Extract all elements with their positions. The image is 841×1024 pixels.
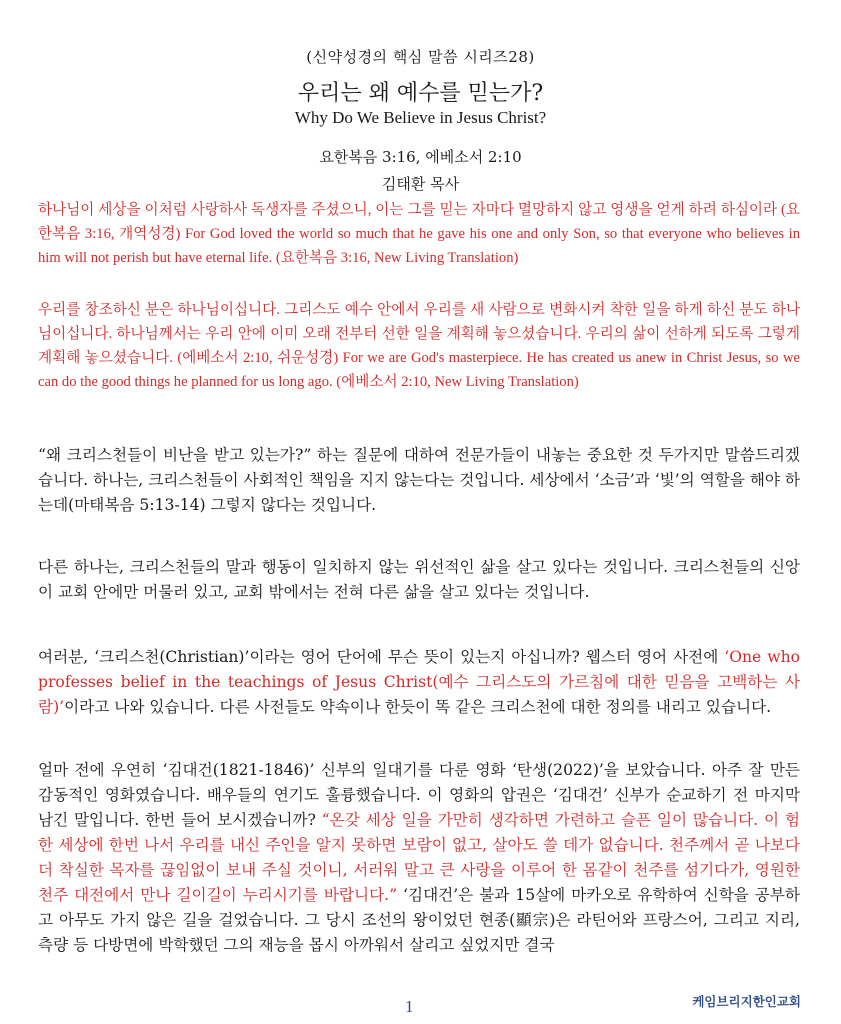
kim-daegeon-quote: “온갖 세상 일을 가만히 생각하면 가련하고 슬픈 일이 많습니다. 이 험한 세상에 한번 나서 우리를 내신 주인을 알지 못하면 보람이 없고, 살아도 쓸 데가 없습니다. 천주께서 곧 나보다 더 착실한 목자를 끊임없이 보내 주실 것이니, 서러워 말고 큰 사랑을 이루어 한 몸같이 천주를 섬기다가, 영원한 천주 대전에서 만나 길이길이 누리시기를 바랍니다.” [38, 811, 800, 904]
paragraph-4-text-a: 얼마 전에 우연히 ‘김대건(1821-1846)’ 신부의 일대기를 다룬 영화 ‘탄생(2022)’을 보았습니다. 아주 잘 만든 감동적인 영화였습니다. 배우들의 연기도 훌륭했습니다. 이 영화의 압권은 ‘김대건’ 신부가 순교하기 전 마지막 남긴 말입니다. 한번 들어 보시겠습니까? [38, 761, 800, 829]
body-paragraph-2: 다른 하나는, 크리스천들의 말과 행동이 일치하지 않는 위선적인 삶을 살고 있다는 것입니다. 크리스천들의 신앙이 교회 안에만 머물러 있고, 교회 밖에서는 전혀 다른 삶을 살고 있다는 것입니다. [38, 558, 800, 601]
sermon-title-korean: 우리는 왜 예수를 믿는가? [297, 81, 544, 106]
body-paragraph-3 [38, 645, 800, 720]
paragraph-3-text-a: 여러분, ‘크리스천(Christian)’이라는 영어 단어에 무슨 뜻이 있는지 아십니까? 웹스터 영어 사전에 [38, 648, 725, 666]
series-label: (신약성경의 핵심 말씀 시리즈28) [306, 48, 535, 66]
scripture-reference: 요한복음 3:16, 에베소서 2:10 [319, 148, 522, 166]
body-paragraph-4 [38, 758, 800, 958]
paragraph-3-text-b: 이라고 나와 있습니다. 다른 사전들도 약속이나 한듯이 똑 같은 크리스천에 대한 정의를 내리고 있습니다. [64, 698, 772, 716]
page-number: 1 [405, 997, 414, 1016]
pastor-name: 김태환 목사 [381, 175, 460, 193]
church-name: 케임브리지한인교회 [692, 994, 801, 1009]
webster-definition: ‘One who professes belief in the teachings of Jesus Christ(예수 그리스도의 가르침에 대한 믿음을 고백하는 사람)’ [38, 648, 800, 716]
verse-john-3-16: 하나님이 세상을 이처럼 사랑하사 독생자를 주셨으니, 이는 그를 믿는 자마다 멸망하지 않고 영생을 얻게 하려 하심이라 (요한복음 3:16, 개역성경) For God loved the world so much that he gave his one and only Son, so that everyone who believes in him will not perish but have eternal life. (요한복음 3:16, New Living Translation) [38, 202, 800, 266]
paragraph-4-text-b: ‘김대건’은 불과 15살에 마카오로 유학하여 신학을 공부하고 아무도 가지 않은 길을 걸었습니다. 그 당시 조선의 왕이었던 현종(顯宗)은 라틴어와 프랑스어, 그리고 지리, 측량 등 다방면에 박학했던 그의 재능을 몹시 아까워서 살리고 싶었지만 결국 [38, 886, 800, 954]
body-paragraph-1: “왜 크리스천들이 비난을 받고 있는가?” 하는 질문에 대하여 전문가들이 내놓는 중요한 것 두가지만 말씀드리겠습니다. 하나는, 크리스천들이 사회적인 책임을 지지 않는다는 것입니다. 세상에서 ‘소금’과 ‘빛’의 역할을 해야 하는데(마태복음 5:13-14) 그렇지 않다는 것입니다. [38, 446, 800, 514]
verse-ephesians-2-10: 우리를 창조하신 분은 하나님이십니다. 그리스도 예수 안에서 우리를 새 사람으로 변화시켜 착한 일을 하게 하신 분도 하나님이십니다. 하나님께서는 우리 안에 이미 오래 전부터 선한 일을 계획해 놓으셨습니다. 우리의 삶이 선하게 되도록 그렇게 계획해 놓으셨습니다. (에베소서 2:10, 쉬운성경) For we are God's masterpiece. He has created us anew in Christ Jesus, so we can do the good things he planned for us long ago. (에베소서 2:10, New Living Translation) [38, 302, 800, 390]
sermon-title-english: Why Do We Believe in Jesus Christ? [294, 108, 547, 127]
